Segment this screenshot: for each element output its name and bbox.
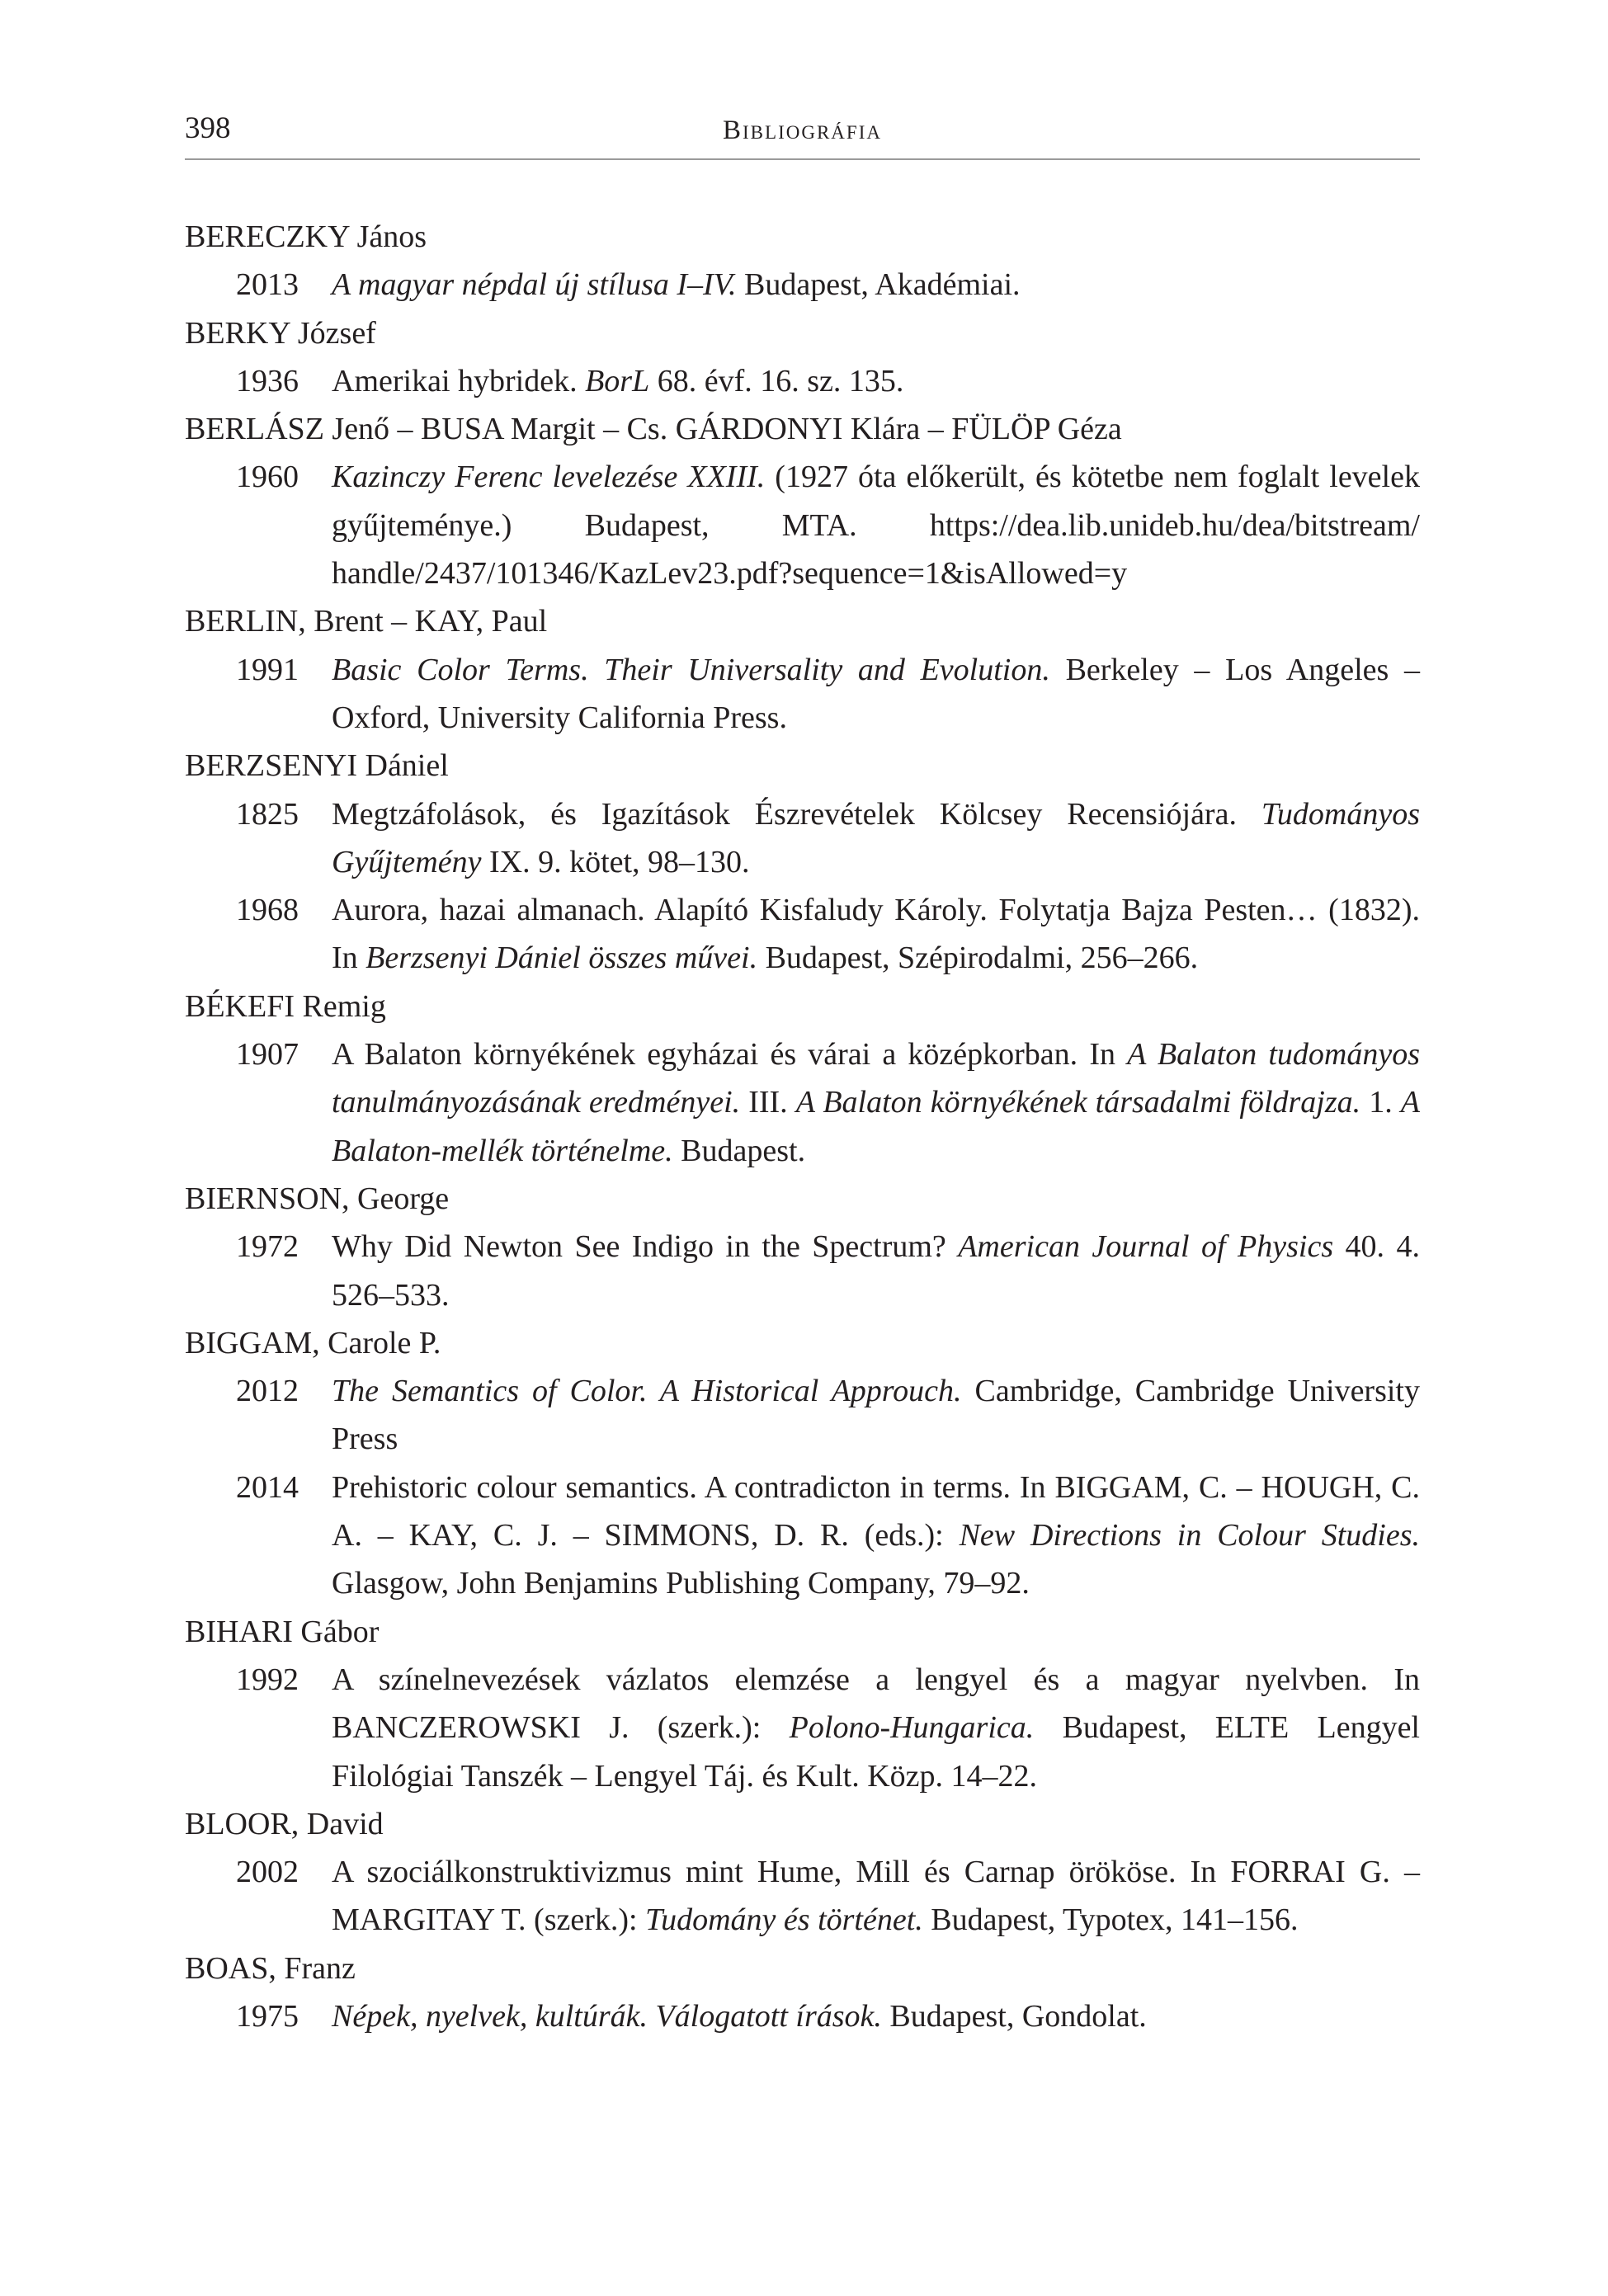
entry-year: 2002 xyxy=(236,1855,299,1890)
reference-text: 68. évf. 16. sz. 135. xyxy=(649,363,904,398)
entry-year: 1960 xyxy=(236,460,299,495)
reference-title-italic: Népek, nyelvek, kultúrák. Válogatott írások. xyxy=(332,1998,882,2034)
bibliography-author: BERLÁSZ Jenő – BUSA Margit – Cs. GÁRDONYI Klára – FÜLÖP Géza xyxy=(185,412,1122,447)
bibliography-entry xyxy=(185,1848,1420,1945)
bibliography-entry xyxy=(185,1656,1420,1800)
reference-text: Amerikai hybridek. xyxy=(332,363,586,398)
reference-title-italic: Berzsenyi Dániel összes művei. xyxy=(365,941,758,976)
entry-year: 1991 xyxy=(236,652,299,687)
reference-text: A Balaton környékének egyházai és várai a középkorban. In xyxy=(332,1037,1128,1073)
entry-reference xyxy=(332,1992,1420,2040)
reference-title-italic: Tudomány és történet. xyxy=(645,1902,923,1938)
reference-text: Cambridge, Cambridge University Press xyxy=(332,1374,1420,1457)
bibliography-author: BÉKEFI Remig xyxy=(185,988,386,1024)
reference-text: Why Did Newton See Indigo in the Spectrum? xyxy=(332,1229,959,1265)
reference-text: Budapest, ELTE Lengyel Filológiai Tanszék – Lengyel Táj. és Kult. Közp. 14–22. xyxy=(332,1710,1420,1794)
reference-text: A szociálkonstruktivizmus mint Hume, Mill és Carnap örököse. In FORRAI G. –MARGITAY T. (szerk.): xyxy=(332,1855,1420,1938)
reference-title-italic: BorL xyxy=(585,363,650,398)
bibliography-author: BOAS, Franz xyxy=(185,1950,356,1986)
reference-text: Prehistoric colour semantics. A contradicton in terms. In BIGGAM, C. – HOUGH, C. A. – KAY, C. J. – SIMMONS, D. R. (eds.): xyxy=(332,1469,1420,1553)
reference-title-italic: Polono-Hungarica. xyxy=(789,1710,1035,1746)
bibliography-list xyxy=(185,213,1420,2040)
entry-year: 1907 xyxy=(236,1037,299,1073)
bibliography-entry xyxy=(185,1367,1420,1464)
entry-reference xyxy=(332,1223,1420,1319)
bibliography-author: BIERNSON, George xyxy=(185,1181,450,1216)
bibliography-author: BIGGAM, Carole P. xyxy=(185,1325,441,1360)
entry-year: 1936 xyxy=(236,363,299,398)
reference-text: III. xyxy=(740,1085,796,1120)
entry-year: 2014 xyxy=(236,1469,299,1505)
entry-reference xyxy=(332,357,1420,405)
entry-reference xyxy=(332,790,1420,887)
entry-year: 2012 xyxy=(236,1374,299,1409)
reference-text: (1927 óta előkerült, és kötetbe nem foglalt levelek gyűjteménye.) Budapest, MTA. https://dea.lib.unideb.hu/dea/bitstream/ handle/2437/101346/KazLev23.pdf?sequence=1&isAllowed=y xyxy=(332,460,1420,592)
reference-text: A színelnevezések vázlatos elemzése a lengyel és a magyar nyelvben. In BANCZEROWSKI J. (szerk.): xyxy=(332,1662,1420,1746)
reference-title-italic: Tudományos Gyűjtemény xyxy=(332,796,1420,879)
reference-title-italic: Basic Color Terms. Their Universality and Evolution. xyxy=(332,652,1050,687)
entry-year: 1975 xyxy=(236,1998,299,2034)
reference-title-italic: A magyar népdal új stílusa I–IV. xyxy=(332,267,737,303)
bibliography-entry xyxy=(185,261,1420,309)
bibliography-entry xyxy=(185,357,1420,405)
entry-reference xyxy=(332,1030,1420,1175)
reference-title-italic: American Journal of Physics xyxy=(958,1229,1334,1265)
reference-title-italic: A Balaton tudományos tanulmányozásának eredményei. xyxy=(332,1037,1421,1120)
bibliography-entry xyxy=(185,1464,1420,1608)
bibliography-author: BERLIN, Brent – KAY, Paul xyxy=(185,604,548,639)
reference-title-italic: A Balaton-mellék történelme. xyxy=(332,1085,1420,1168)
reference-title-italic: Kazinczy Ferenc levelezése XXIII. xyxy=(332,460,766,495)
entry-year: 1825 xyxy=(236,796,299,832)
entry-reference xyxy=(332,646,1420,743)
reference-title-italic: The Semantics of Color. A Historical Approuch. xyxy=(332,1374,962,1409)
bibliography-entry xyxy=(185,886,1420,983)
reference-text: Budapest, Typotex, 141–156. xyxy=(922,1902,1299,1938)
entry-year: 1992 xyxy=(236,1662,299,1697)
bibliography-entry xyxy=(185,453,1420,597)
reference-text: Budapest, Szépirodalmi, 256–266. xyxy=(757,941,1199,976)
entry-year: 1972 xyxy=(236,1229,299,1265)
reference-text: 1. xyxy=(1360,1085,1401,1120)
bibliography-entry xyxy=(185,790,1420,887)
reference-text: Glasgow, John Benjamins Publishing Company, 79–92. xyxy=(332,1566,1030,1601)
bibliography-author: BLOOR, David xyxy=(185,1806,384,1841)
entry-year: 2013 xyxy=(236,267,299,303)
reference-text: Budapest. xyxy=(672,1133,806,1168)
reference-text: Budapest, Gondolat. xyxy=(881,1998,1147,2034)
entry-reference xyxy=(332,1367,1420,1464)
page-number: 398 xyxy=(185,111,231,145)
bibliography-entry xyxy=(185,646,1420,743)
bibliography-entry xyxy=(185,1223,1420,1319)
entry-reference xyxy=(332,453,1420,597)
entry-reference xyxy=(332,1848,1420,1945)
bibliography-author: BIHARI Gábor xyxy=(185,1614,380,1649)
reference-text: Berkeley – Los Angeles – Oxford, University California Press. xyxy=(332,652,1420,735)
reference-text: 40. 4. 526–533. xyxy=(332,1229,1420,1313)
reference-text: Megtzáfolások, és Igazítások Észrevételek Kölcsey Recensiójára. xyxy=(332,796,1261,832)
entry-reference xyxy=(332,1656,1420,1800)
reference-title-italic: New Directions in Colour Studies. xyxy=(959,1518,1420,1553)
bibliography-author: BERKY József xyxy=(185,315,376,351)
entry-reference xyxy=(332,261,1420,309)
entry-reference xyxy=(332,886,1420,983)
page-header xyxy=(185,112,1420,160)
running-head: Bibliográfia xyxy=(723,116,882,145)
bibliography-entry xyxy=(185,1992,1420,2040)
bibliography-author: BERZSENYI Dániel xyxy=(185,748,449,784)
reference-text: Aurora, hazai almanach. Alapító Kisfaludy Károly. Folytatja Bajza Pesten… (1832). In xyxy=(332,893,1420,976)
entry-reference xyxy=(332,1464,1420,1608)
bibliography-author: BERECZKY János xyxy=(185,219,427,254)
reference-title-italic: A Balaton környékének társadalmi földrajza. xyxy=(795,1085,1361,1120)
reference-text: IX. 9. kötet, 98–130. xyxy=(481,844,750,879)
reference-text: Budapest, Akadémiai. xyxy=(736,267,1021,303)
entry-year: 1968 xyxy=(236,893,299,928)
bibliography-entry xyxy=(185,1030,1420,1175)
